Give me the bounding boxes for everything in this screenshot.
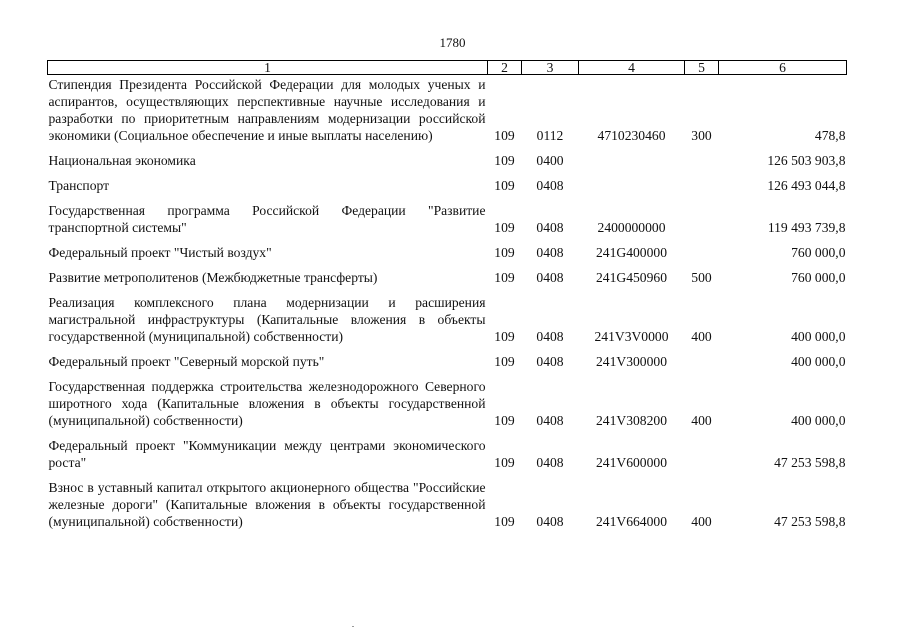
row-expense-type — [685, 429, 719, 471]
table-row — [48, 370, 847, 429]
row-expense-type: 400 — [691, 413, 712, 428]
row-ministry: 109 — [494, 514, 515, 529]
row-amount: 47 253 598,8 — [774, 455, 846, 470]
row-amount: 760 000,0 — [791, 270, 846, 285]
table-row — [48, 429, 847, 471]
row-ministry: 109 — [494, 128, 515, 143]
row-name: Транспорт — [48, 178, 110, 193]
row-target-article: 241V300000 — [596, 354, 667, 369]
row-name: Национальная экономика — [48, 153, 196, 168]
table-row — [48, 286, 847, 345]
row-ministry: 109 — [494, 270, 515, 285]
column-header-3: 3 — [522, 61, 579, 75]
row-ministry: 109 — [494, 220, 515, 235]
column-header-4: 4 — [579, 61, 685, 75]
row-ministry: 109 — [494, 178, 515, 193]
row-name: Государственная поддержка строительства железнодорожного Северного широтного хода (Капитальные вложения в объекты государственной (муниципальной) собственности) — [48, 379, 486, 428]
row-target-article — [579, 144, 685, 169]
scan-speck — [352, 626, 354, 627]
row-section: 0408 — [536, 220, 564, 235]
row-section: 0112 — [536, 128, 564, 143]
page-number: 1780 — [439, 35, 466, 50]
budget-table — [47, 60, 847, 530]
row-expense-type — [685, 194, 719, 236]
column-header-1: 1 — [48, 61, 488, 75]
row-expense-type — [685, 345, 719, 370]
row-ministry: 109 — [494, 455, 515, 470]
row-amount: 126 503 903,8 — [767, 153, 846, 168]
row-expense-type — [685, 144, 719, 169]
row-ministry: 109 — [494, 245, 515, 260]
row-section: 0408 — [536, 413, 564, 428]
row-name: Федеральный проект "Чистый воздух" — [48, 245, 272, 260]
row-section: 0408 — [536, 455, 564, 470]
row-target-article: 241G450960 — [596, 270, 667, 285]
row-target-article: 241V600000 — [596, 455, 667, 470]
row-ministry: 109 — [494, 413, 515, 428]
table-row — [48, 169, 847, 194]
row-expense-type: 400 — [691, 514, 712, 529]
row-amount: 126 493 044,8 — [767, 178, 846, 193]
row-amount: 119 493 739,8 — [767, 220, 846, 235]
row-section: 0408 — [536, 329, 564, 344]
row-name: Стипендия Президента Российской Федерации для молодых ученых и аспирантов, осуществляющих перспективные научные исследования и разработки по приоритетным направлениям модернизации российской экономики (Социальное обеспечение и иные выплаты населению) — [48, 77, 486, 143]
row-amount: 478,8 — [814, 128, 846, 143]
row-amount: 47 253 598,8 — [774, 514, 846, 529]
row-section: 0400 — [536, 153, 564, 168]
row-ministry: 109 — [494, 329, 515, 344]
row-target-article: 241V664000 — [596, 514, 667, 529]
table-row — [48, 144, 847, 169]
row-ministry: 109 — [494, 354, 515, 369]
row-amount: 400 000,0 — [791, 354, 846, 369]
row-section: 0408 — [536, 354, 564, 369]
row-target-article: 241G400000 — [596, 245, 667, 260]
row-name: Федеральный проект "Северный морской путь" — [48, 354, 325, 369]
row-section: 0408 — [536, 514, 564, 529]
row-target-article: 241V3V0000 — [594, 329, 669, 344]
table-row — [48, 345, 847, 370]
table-row — [48, 471, 847, 530]
column-header-2: 2 — [488, 61, 522, 75]
row-expense-type: 300 — [691, 128, 712, 143]
row-expense-type: 400 — [691, 329, 712, 344]
row-target-article: 2400000000 — [597, 220, 666, 235]
row-name: Реализация комплексного плана модернизации и расширения магистральной инфраструктуры (Капитальные вложения в объекты государственной (муниципальной) собственности) — [48, 295, 486, 344]
table-row — [48, 236, 847, 261]
row-target-article: 4710230460 — [597, 128, 666, 143]
row-name: Федеральный проект "Коммуникации между центрами экономического роста" — [48, 438, 486, 470]
row-ministry: 109 — [494, 153, 515, 168]
header-row — [48, 61, 847, 75]
row-section: 0408 — [536, 270, 564, 285]
row-name: Взнос в уставный капитал открытого акционерного общества "Российские железные дороги" (Капитальные вложения в объекты государственной (муниципальной) собственности) — [48, 480, 486, 529]
row-amount: 400 000,0 — [791, 413, 846, 428]
row-name: Развитие метрополитенов (Межбюджетные трансферты) — [48, 270, 378, 285]
table-row — [48, 194, 847, 236]
row-section: 0408 — [536, 245, 564, 260]
column-header-5: 5 — [685, 61, 719, 75]
column-header-6: 6 — [719, 61, 847, 75]
table-row — [48, 75, 847, 145]
row-name: Государственная программа Российской Федерации "Развитие транспортной системы" — [48, 203, 486, 235]
row-amount: 760 000,0 — [791, 245, 846, 260]
row-expense-type: 500 — [691, 270, 712, 285]
row-target-article: 241V308200 — [596, 413, 667, 428]
row-expense-type — [685, 169, 719, 194]
row-expense-type — [685, 236, 719, 261]
row-amount: 400 000,0 — [791, 329, 846, 344]
row-target-article — [579, 169, 685, 194]
table-row — [48, 261, 847, 286]
row-section: 0408 — [536, 178, 564, 193]
